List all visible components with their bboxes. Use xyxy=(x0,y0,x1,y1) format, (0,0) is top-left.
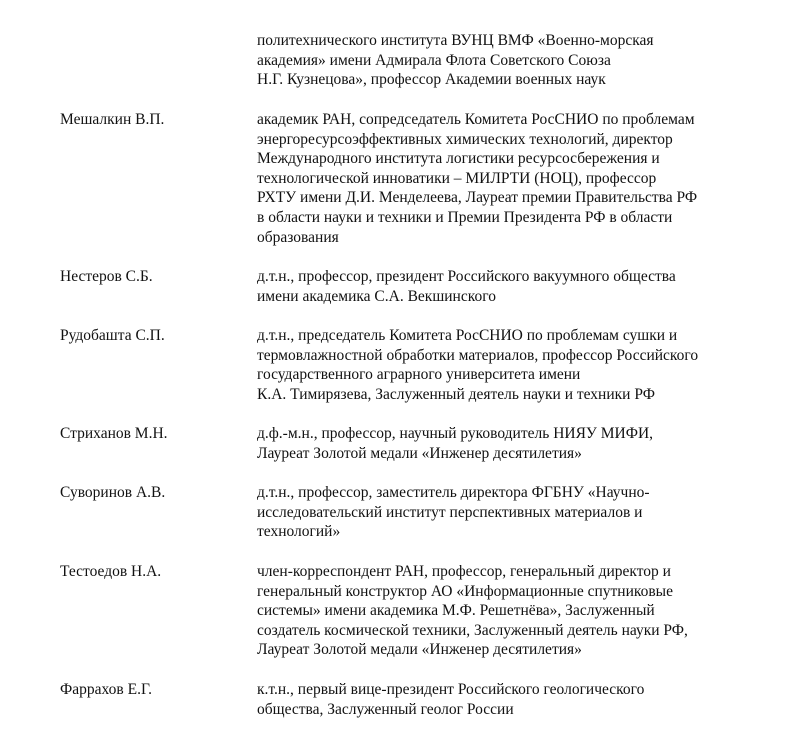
member-name: Нестеров С.Б. xyxy=(60,268,153,285)
description-line: термовлажностной обработки материалов, профессор Российского xyxy=(257,346,699,364)
description-line: генеральный конструктор АО «Информационные спутниковые xyxy=(257,582,673,600)
member-description xyxy=(257,267,787,306)
member-description xyxy=(257,31,787,90)
member-name: Мешалкин В.П. xyxy=(60,111,165,128)
description-line: академик РАН, сопредседатель Комитета РосСНИО по проблемам xyxy=(257,111,695,128)
member-description xyxy=(257,483,787,542)
description-line: государственного аграрного университета имени xyxy=(257,366,581,384)
description-line: д.т.н., профессор, президент Российского вакуумного общества xyxy=(257,268,676,285)
description-line: РХТУ имени Д.И. Менделеева, Лауреат премии Правительства РФ xyxy=(257,189,698,207)
description-line: политехнического института ВУНЦ ВМФ «Военно-морская xyxy=(257,32,654,49)
description-line: общества, Заслуженный геолог России xyxy=(257,700,514,718)
description-line: системы» имени академика М.Ф. Решетнёва», Заслуженный xyxy=(257,602,655,620)
description-line: Лауреат Золотой медали «Инженер десятилетия» xyxy=(257,444,582,462)
description-line: д.т.н., профессор, заместитель директора ФГБНУ «Научно- xyxy=(257,484,650,501)
member-description xyxy=(257,424,787,463)
description-line: академия» имени Адмирала Флота Советского Союза xyxy=(257,51,611,69)
description-line: К.А. Тимирязева, Заслуженный деятель науки и техники РФ xyxy=(257,385,655,403)
description-line: исследовательский институт перспективных материалов и xyxy=(257,503,643,521)
member-name: Тестоедов Н.А. xyxy=(60,563,162,580)
member-description xyxy=(257,110,787,247)
member-name: Суворинов А.В. xyxy=(60,484,166,501)
description-line: Н.Г. Кузнецова», профессор Академии военных наук xyxy=(257,71,606,89)
description-line: имени академика С.А. Векшинского xyxy=(257,287,496,305)
member-description xyxy=(257,326,787,404)
description-line: технологий» xyxy=(257,523,341,541)
member-description xyxy=(257,562,787,660)
member-name: Стриханов М.Н. xyxy=(60,425,168,442)
description-line: Лауреат Золотой медали «Инженер десятилетия» xyxy=(257,641,582,659)
member-name: Фаррахов Е.Г. xyxy=(60,681,153,698)
description-line: член-корреспондент РАН, профессор, генеральный директор и xyxy=(257,563,671,580)
member-description xyxy=(257,680,787,719)
description-line: д.ф.-м.н., профессор, научный руководитель НИЯУ МИФИ, xyxy=(257,425,654,442)
description-line: Международного института логистики ресурсосбережения и xyxy=(257,150,660,168)
description-line: образования xyxy=(257,228,339,246)
member-name: Рудобашта С.П. xyxy=(60,327,165,344)
description-line: технологической инноватики – МИЛРТИ (НОЦ), профессор xyxy=(257,169,657,187)
description-line: к.т.н., первый вице-президент Российского геологического xyxy=(257,681,645,698)
description-line: создатель космической техники, Заслуженный деятель науки РФ, xyxy=(257,621,688,639)
description-line: д.т.н., председатель Комитета РосСНИО по проблемам сушки и xyxy=(257,327,678,344)
description-line: энергоресурсоэффективных химических технологий, директор xyxy=(257,130,673,148)
description-line: в области науки и техники и Премии Президента РФ в области xyxy=(257,208,673,226)
